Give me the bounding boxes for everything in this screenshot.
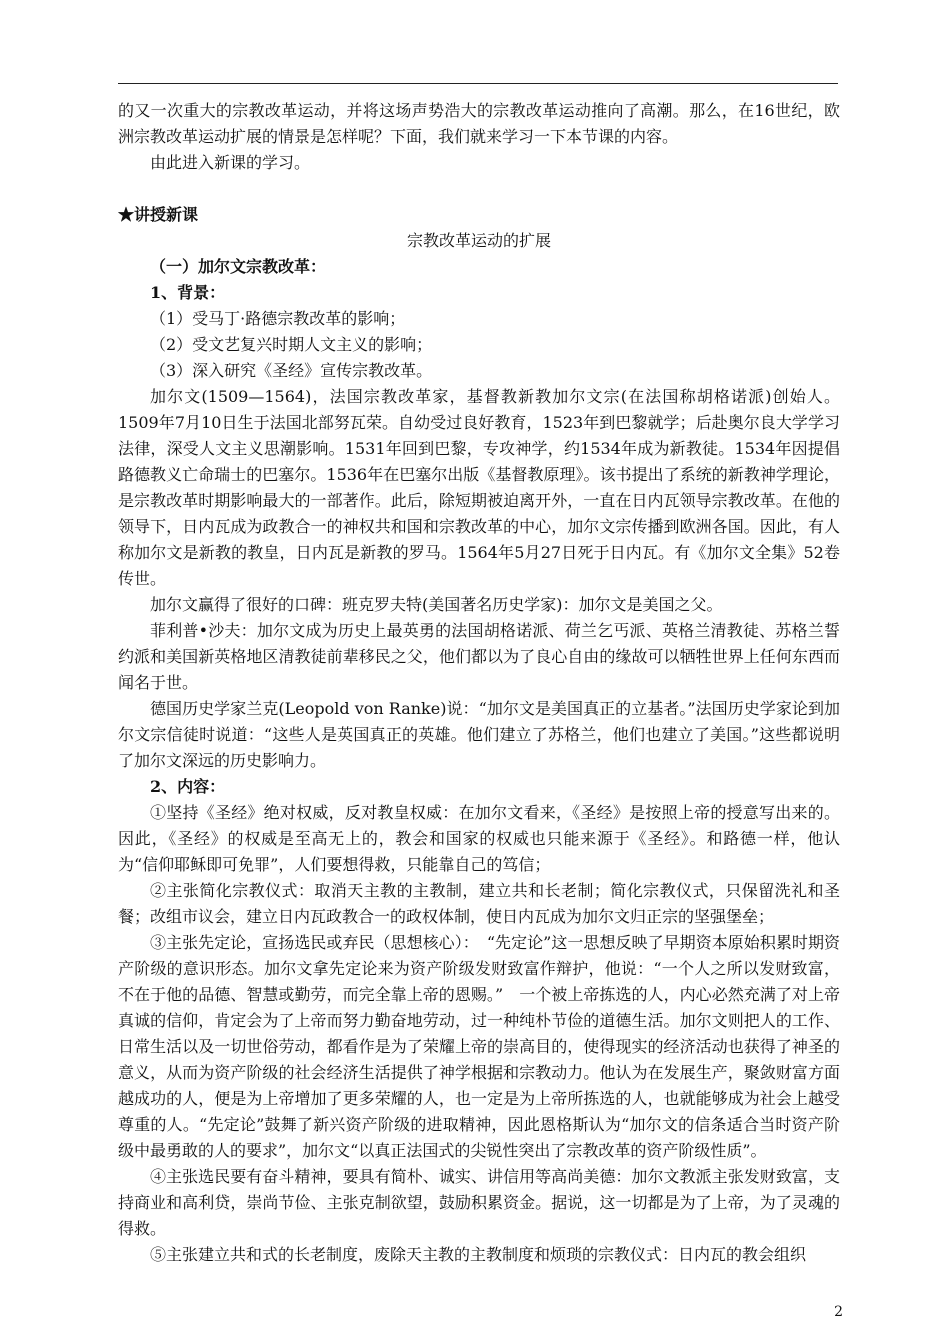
section-heading: ★讲授新课 bbox=[118, 205, 199, 224]
content-point: ④主张选民要有奋斗精神，要具有简朴、诚实、讲信用等高尚美德：加尔文教派主张发财致富，支持商业和高利贷，崇尚节俭、主张克制欲望，鼓励积累资金。据说，这一切都是为了上帝，为了灵魂的得救。 bbox=[118, 1167, 840, 1238]
praise-paragraph: 菲利普•沙夫：加尔文成为历史上最英勇的法国胡格诺派、荷兰乞丐派、英格兰清教徒、苏格兰誓约派和美国新英格地区清教徒前辈移民之父，他们都以为了良心自由的缘故可以牺牲世界上任何东西而闻名于世。 bbox=[118, 621, 840, 692]
biography-paragraph: 加尔文(1509—1564)，法国宗教改革家，基督教新教加尔文宗(在法国称胡格诺派)创始人。1509年7月10日生于法国北部努瓦荣。自幼受过良好教育，1523年到巴黎就学；后赴奥尔良大学学习法律，深受人文主义思潮影响。1531年回到巴黎，专攻神学，约1534年成为新教徒。1534年因提倡路德教义亡命瑞士的巴塞尔。1536年在巴塞尔出版《基督教原理》。该书提出了系统的新教神学理论，是宗教改革时期影响最大的一部著作。此后，除短期被迫离开外，一直在日内瓦领导宗教改革。在他的领导下，日内瓦成为政教合一的神权共和国和宗教改革的中心，加尔文宗传播到欧洲各国。因此，有人称加尔文是新教的教皇，日内瓦是新教的罗马。1564年5月27日死于日内瓦。有《加尔文全集》52卷传世。 bbox=[118, 387, 840, 588]
intro-transition: 由此进入新课的学习。 bbox=[150, 153, 311, 172]
background-item: （3）深入研究《圣经》宣传宗教改革。 bbox=[150, 361, 433, 380]
praise-paragraph: 德国历史学家兰克(Leopold von Ranke)说：“加尔文是美国真正的立基者。”法国历史学家论到加尔文宗信徒时说道：“这些人是英国真正的英雄。他们建立了苏格兰，他们也建立了美国。”这些都说明了加尔文深远的历史影响力。 bbox=[118, 699, 840, 770]
content-heading: 2、内容： bbox=[150, 777, 226, 796]
page-content bbox=[118, 98, 840, 1268]
background-item: （1）受马丁·路德宗教改革的影响； bbox=[150, 309, 406, 328]
praise-paragraph: 加尔文赢得了很好的口碑：班克罗夫特(美国著名历史学家)：加尔文是美国之父。 bbox=[150, 595, 723, 614]
content-point: ①坚持《圣经》绝对权威，反对教皇权威：在加尔文看来，《圣经》是按照上帝的授意写出来的。因此，《圣经》的权威是至高无上的，教会和国家的权威也只能来源于《圣经》。和路德一样，他认为“信仰耶稣即可免罪”，人们要想得救，只能靠自己的笃信； bbox=[118, 803, 840, 874]
intro-paragraph: 的又一次重大的宗教改革运动，并将这场声势浩大的宗教改革运动推向了高潮。那么，在16世纪，欧洲宗教改革运动扩展的情景是怎样呢？下面，我们就来学习一下本节课的内容。 bbox=[118, 101, 840, 146]
subsection-heading: （一）加尔文宗教改革： bbox=[150, 257, 327, 276]
background-item: （2）受文艺复兴时期人文主义的影响； bbox=[150, 335, 433, 354]
header-rule bbox=[118, 83, 838, 84]
content-point: ②主张简化宗教仪式：取消天主教的主教制，建立共和长老制；简化宗教仪式，只保留洗礼和圣餐；改组市议会，建立日内瓦政教合一的政权体制，使日内瓦成为加尔文归正宗的坚强堡垒； bbox=[118, 881, 840, 926]
background-heading: 1、背景： bbox=[150, 283, 226, 302]
content-point: ③主张先定论，宣扬选民或弃民（思想核心）： “先定论”这一思想反映了早期资本原始积累时期资产阶级的意识形态。加尔文拿先定论来为资产阶级发财致富作辩护，他说：“一个人之所以发财致富，不在于他的品德、智慧或勤劳，而完全靠上帝的恩赐。” 一个被上帝拣选的人，内心必然充满了对上帝真诚的信仰，肯定会为了上帝而努力勤奋地劳动，过一种纯朴节俭的道德生活。加尔文则把人的工作、日常生活以及一切世俗劳动，都看作是为了荣耀上帝的崇高目的，使得现实的经济活动也获得了神圣的意义，从而为资产阶级的社会经济生活提供了神学根据和宗教动力。他认为在发展生产，聚敛财富方面越成功的人，便是为上帝增加了更多荣耀的人，也一定是为上帝所拣选的人，也就能够成为社会上越受尊重的人。“先定论”鼓舞了新兴资产阶级的进取精神，因此恩格斯认为“加尔文的信条适合当时资产阶级中最勇敢的人的要求”，加尔文“以真正法国式的尖锐性突出了宗教改革的资产阶级性质”。 bbox=[118, 933, 840, 1160]
page-number: 2 bbox=[834, 1304, 843, 1320]
content-point: ⑤主张建立共和式的长老制度，废除天主教的主教制度和烦琐的宗教仪式：日内瓦的教会组织 bbox=[150, 1245, 807, 1264]
lesson-title: 宗教改革运动的扩展 bbox=[406, 231, 551, 250]
